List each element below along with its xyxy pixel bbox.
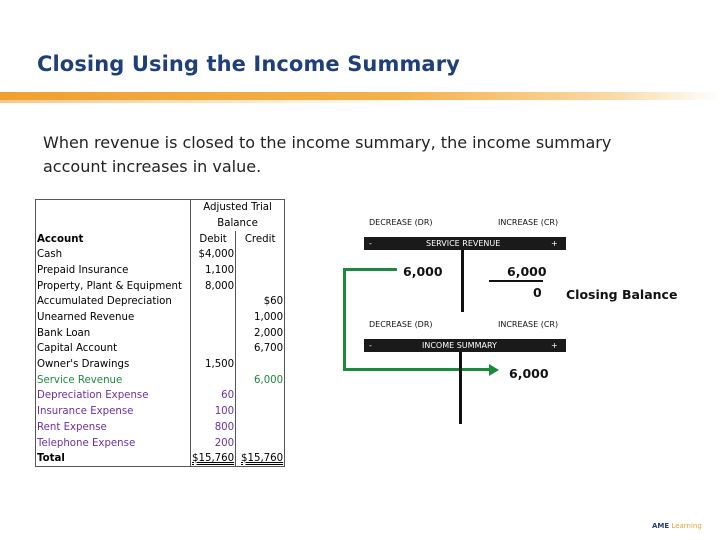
table-row: Rent Expense 800 [36, 419, 285, 435]
service-minus-sign: - [369, 239, 372, 248]
table-row: Property, Plant & Equipment 8,000 [36, 278, 285, 294]
closing-balance-label: Closing Balance [566, 287, 678, 302]
table-row: Bank Loan 2,000 [36, 325, 285, 341]
income-decrease-label: DECREASE (DR) [369, 320, 433, 329]
slide-subtitle: When revenue is closed to the income summary, the income summary account increases in value. [43, 133, 612, 176]
account-column-header: Account [36, 231, 188, 247]
table-row: Owner's Drawings 1,500 [36, 356, 285, 372]
table-row: Depreciation Expense 60 [36, 388, 285, 404]
table-row: Cash $4,000 [36, 247, 285, 263]
income-increase-label: INCREASE (CR) [498, 320, 559, 329]
service-balance-underline [489, 280, 543, 282]
arrow-head-icon [489, 364, 499, 376]
service-increase-label: INCREASE (CR) [498, 218, 559, 227]
service-revenue-account-name: SERVICE REVENUE [426, 239, 501, 248]
income-summary-header-bar [364, 339, 566, 352]
table-row: Unearned Revenue 1,000 [36, 309, 285, 325]
adjusted-trial-balance-table [35, 199, 285, 467]
debit-column-header: Debit [191, 231, 236, 247]
title-underline-bar-secondary [0, 100, 430, 103]
title-underline-bar [0, 92, 720, 100]
service-credit-amount: 6,000 [507, 264, 547, 279]
table-row: Insurance Expense 100 [36, 403, 285, 419]
income-credit-amount: 6,000 [509, 366, 549, 381]
table-row: Accumulated Depreciation $60 [36, 294, 285, 310]
table-row: Prepaid Insurance 1,100 [36, 262, 285, 278]
income-t-vertical-line [459, 352, 462, 424]
service-closing-balance: 0 [533, 285, 542, 300]
income-minus-sign: - [369, 341, 372, 350]
ame-learning-logo: AME Learning [652, 522, 702, 530]
slide-title: Closing Using the Income Summary [37, 52, 460, 76]
table-total-row: Total $15,760 $15,760 [36, 451, 285, 467]
table-row: Telephone Expense 200 [36, 435, 285, 451]
income-summary-account-name: INCOME SUMMARY [422, 341, 497, 350]
table-row: Service Revenue 6,000 [36, 372, 285, 388]
table-header-line2: Balance [191, 215, 285, 231]
table-header-line1: Adjusted Trial [191, 200, 285, 216]
credit-column-header: Credit [236, 231, 285, 247]
service-revenue-header-bar [364, 237, 566, 250]
service-t-vertical-line [461, 250, 464, 312]
arrow-vertical-segment [343, 268, 346, 371]
service-plus-sign: + [551, 239, 558, 248]
income-plus-sign: + [551, 341, 558, 350]
arrow-bottom-segment [343, 368, 491, 371]
service-decrease-label: DECREASE (DR) [369, 218, 433, 227]
service-debit-amount: 6,000 [403, 264, 443, 279]
arrow-top-segment [343, 268, 397, 271]
table-row: Capital Account 6,700 [36, 341, 285, 357]
